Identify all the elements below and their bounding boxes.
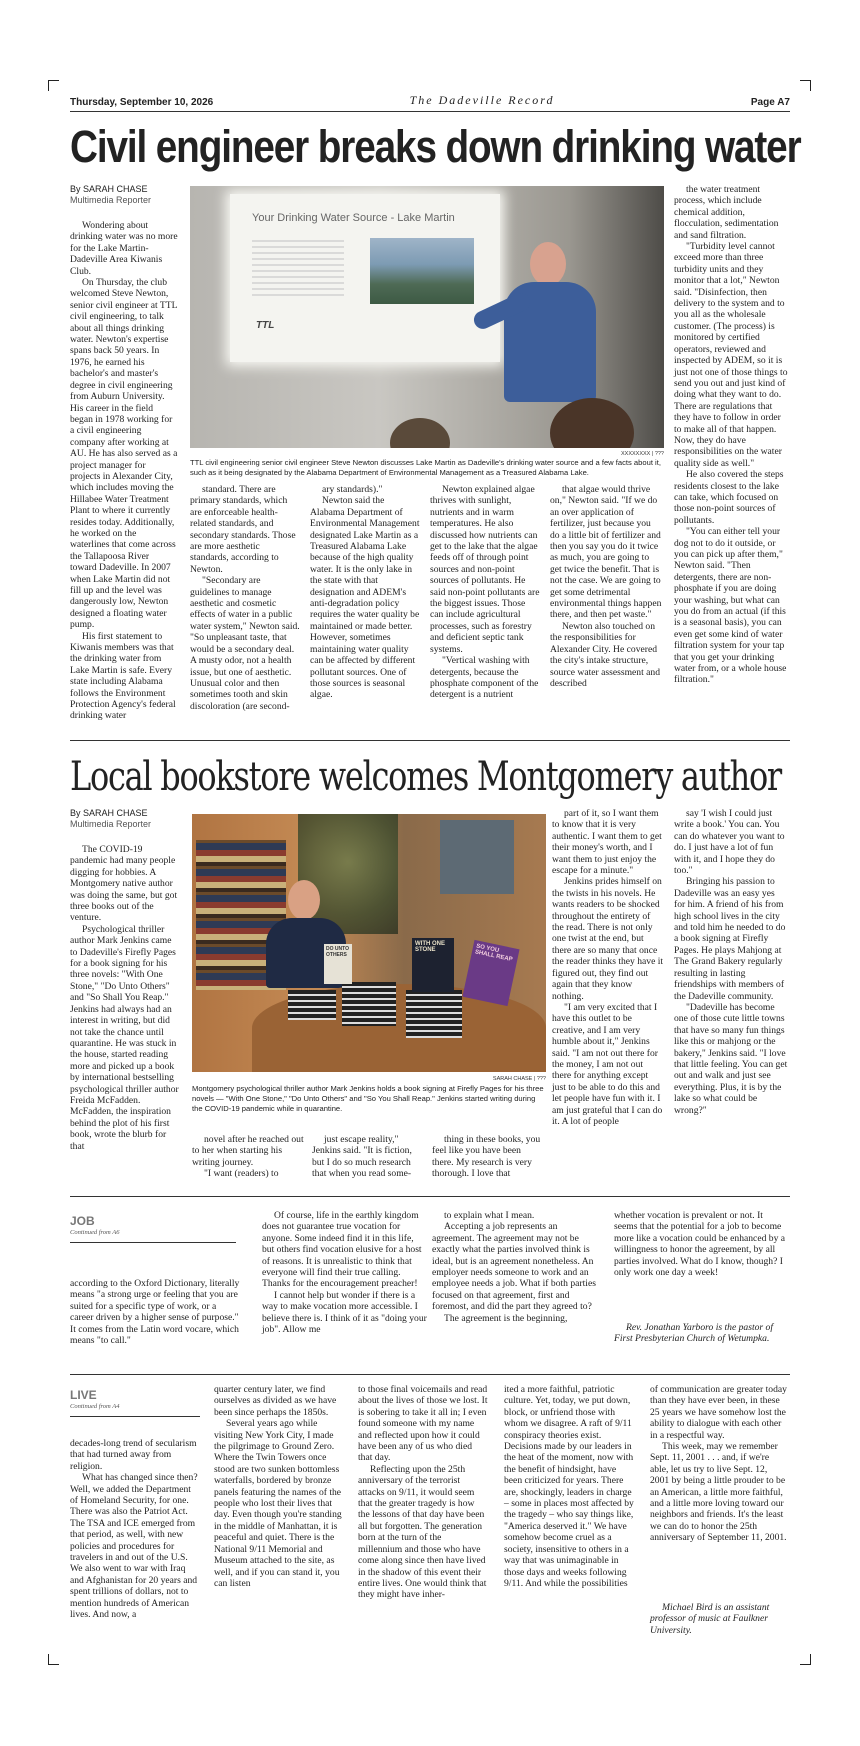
story2-caption: Montgomery psychological thriller author Mark Jenkins holds a book signing at Firefly Pages for his three novels — "With One Stone," "Do Unto Others" and "So You Shall Reap." Jenkins started writing during the COVID-19 pandemic while in quarantine. (192, 1084, 544, 1113)
poster (440, 820, 514, 894)
story2-role: Multimedia Reporter (70, 819, 152, 829)
paragraph: Bringing his passion to Dadeville was an easy yes for him. A friend of his from high school lives in the city and told him he needed to do a book signing at Firefly Pages. He plays Mahjong at The Grand Bakery regularly resulting in lasting friendships with members of the Dadeville community. (674, 876, 786, 1002)
paragraph: part of it, so I want them to know that it is very authentic. I want them to get their money's worth, and I want them to just enjoy the escape for a minute." (552, 808, 662, 877)
paragraph: Newton said the Alabama Department of Environmental Management designated Lake Martin as a Treasured Alabama Lake because of the high quality water. It is the only lake in the state with that designation and ADEM's anti-degradation policy requires the water quality be maintained or made better. However, sometimes maintaining water quality can be affected by different pollutant sources. One of those sources is seasonal algae. (310, 495, 420, 701)
live-tag-rule (70, 1416, 200, 1417)
book-cover (462, 940, 519, 1006)
paragraph: Psychological thriller author Mark Jenkins came to Dadeville's Firefly Pages for a book signing for his three novels: "With One Stone," "Do Unto Others" and "So Shall You Reap." Jenkins had always had an interest in writing, but did not take the chance until quarantine. He was stuck in the house, started reading more and picked up a book by international bestselling psychological thriller author Freida McFadden. McFadden, the inspiration behind the plot of his first book, wrote the blurb for that (70, 923, 179, 1152)
paragraph: Of course, life in the earthly kingdom does not guarantee true vocation for anyone. Some indeed find it in this life, but others find vocation elusive for a host of reasons. It is unrealistic to think that everyone will find their true calling. Thanks for the encouragement preacher! (262, 1210, 422, 1290)
paragraph: standard. There are primary standards, which are enforceable health-related standards, and secondary standards. Those are more aesthetic standards, according to Newton. (190, 484, 296, 575)
story1-role: Multimedia Reporter (70, 195, 152, 205)
newspaper-page (70, 93, 801, 175)
paragraph: novel after he reached out to her when starting his writing journey. (192, 1134, 304, 1168)
section-divider (70, 1196, 790, 1197)
live-col2 (214, 1384, 344, 1589)
job-jump-head (70, 1216, 236, 1243)
section-divider (70, 1374, 790, 1375)
paragraph: whether vocation is prevalent or not. It seems that the potential for a job to become more like a vocation could be enhanced by a willingness to honor the agreement, by all parties involved. What do I know, though? I only work one day a week! (614, 1210, 786, 1279)
job-col4 (614, 1210, 788, 1278)
paper-name: The Dadeville Record (409, 93, 555, 107)
paragraph: Jenkins prides himself on the twists in his novels. He wants readers to be shocked throughout the entirety of the read. There is not only one twist at the end, but there are so many that once the reader thinks they have it figured out, they find out again that they know nothing. (552, 876, 664, 1002)
story2-photo-credit: SARAH CHASE | ??? (492, 1076, 546, 1082)
story2-col6 (674, 808, 788, 1116)
slide-bullets (252, 240, 344, 300)
story1-photo (190, 186, 664, 448)
story2-byline: By SARAH CHASE (70, 808, 148, 818)
story1-col3 (310, 484, 420, 701)
story1-col5 (550, 484, 662, 689)
book-cover (412, 938, 454, 992)
story2-byline-block (70, 808, 180, 830)
paragraph: to those final voicemails and read about the lives of those we lost. It is sobering to take it all in; I even found someone with my name and reflected upon how it could have been any of us who died that day. (358, 1384, 488, 1464)
paragraph: "You can either tell your dog not to do it outside, or you can pick up after them," Newton said. "Then detergents, there are non-phosphate if you are doing your washing, but what can you do from an actual (if this is a seasonal basis), you can even get some kind of water filtration system for your tap that you get your drinking water from, or a whole house filtration." (674, 526, 787, 686)
audience-head (390, 418, 450, 448)
live-jump-head (70, 1390, 202, 1417)
story1-col2 (190, 484, 300, 712)
story2-col1 (70, 844, 180, 1152)
story1-caption: TTL civil engineering senior civil engineer Steve Newton discusses Lake Martin as Dadeville's drinking water source and a few facts about it, such as it being designated by the Alabama Department of Environmental Management as a Treasured Alabama Lake. (190, 458, 661, 477)
paragraph: quarter century later, we find ourselves as divided as we have been since perhaps the 1850s. (214, 1384, 337, 1418)
story2-col4 (432, 1134, 544, 1180)
story1-col6 (674, 184, 788, 686)
paragraph: This week, may we remember Sept. 11, 2001 . . . and, if we're able, let us try to live Sept. 12, 2001 by being a little prouder to be an American, a little more faithful, and a little more loving toward our neighbors and friends. It's the least we can do to honor the 25th anniversary of September 11, 2001. (650, 1441, 787, 1544)
story1-col1 (70, 220, 178, 722)
paragraph: of communication are greater today than they have ever been, in these 25 years we have somehow lost the ability to dialogue with each other in a respectful way. (650, 1384, 787, 1441)
paragraph: ary standards)." (322, 484, 383, 495)
crop-mark (800, 80, 811, 91)
live-continued: Continued from A4 (70, 1403, 120, 1411)
live-signoff: Michael Bird is an assistant professor of music at Faulkner University. (650, 1602, 770, 1636)
live-tag: LIVE (70, 1388, 97, 1402)
paragraph: thing in these books, you feel like you have been there. My research is very thorough. I love that (432, 1134, 541, 1180)
job-tag-rule (70, 1242, 236, 1243)
paragraph: "Dadeville has become one of those cute little towns that have so many fun things like this or mahjong or the bakery," Jenkins said. "I love that little feeling. You can get out and walk and just see everything. Plus, it is by the lake so what could be wrong?" (674, 1001, 788, 1116)
paragraph: Several years ago while visiting New York City, I made the pilgrimage to Ground Zero. Where the Twin Towers once stood are two sunken bottomless waterfalls, bordered by bronze panels featuring the names of the people who lost their lives that day. Even though you're standing in the middle of Manhattan, it is peaceful and quiet. There is the National 9/11 Memorial and Museum attached to the site, as well, and if you can stand it, you can listen (214, 1418, 342, 1589)
paragraph: Newton explained algae thrives with sunlight, nutrients and in warm temperatures. He also discussed how nutrients can get to the lake that the algae feeds off of through point sources and non-point sources of pollutants. He said non-point pollutants are the biggest issues. Those can include agricultural processes, such as forestry and deficient septic tank systems. (430, 484, 540, 655)
job-tag: JOB (70, 1214, 95, 1228)
book-stack (288, 990, 336, 1020)
paragraph: Wondering about drinking water was no more for the Lake Martin-Dadeville Area Kiwanis Club. (70, 220, 178, 277)
crop-mark (800, 1654, 811, 1665)
paragraph: according to the Oxford Dictionary, literally means "a strong urge or feeling that you are suited for a specific type of work, or a career driven by a higher sense of purpose." It comes from the Latin word vocare, which means "to call." (70, 1278, 240, 1347)
paragraph: that algae would thrive on," Newton said. "If we do an over application of fertilizer, just because you do a little bit of fertilizer and then you say you do it twice as much, you are going to get twice the benefit. That is not the case. We are going to get some detrimental environmental things happen there, and then pet waste." (550, 484, 662, 621)
job-col1 (70, 1278, 242, 1346)
issue-date: Thursday, September 10, 2026 (70, 97, 214, 108)
paragraph: "Vertical washing with detergents, because the phosphate component of the detergent is a nutrient (430, 655, 539, 701)
story1-col4 (430, 484, 540, 701)
live-col3 (358, 1384, 488, 1601)
story1-byline-block (70, 184, 180, 206)
book-cover (324, 944, 352, 984)
paragraph: "I am very excited that I have this outlet to be creative, and I am very humble about it," Jenkins said. "I am not out there for the money, I am not out there for anything except just to be able to do this and let people have fun with it. I am just grateful that I can do it. A lot of people (552, 1001, 663, 1127)
paragraph: the water treatment process, which include chemical addition, flocculation, sedimentation and sand filtration. (674, 184, 779, 241)
paragraph: just escape reality," Jenkins said. "It is fiction, but I do so much research that when you read some- (312, 1134, 412, 1180)
story2-col5 (552, 808, 664, 1127)
story2-col3 (312, 1134, 424, 1180)
paragraph: decades-long trend of secularism that had turned away from religion. (70, 1438, 197, 1472)
page-header (70, 94, 790, 112)
slide-logo: TTL (256, 320, 275, 331)
paragraph: "Secondary are guidelines to manage aesthetic and cosmetic effects of water in a public water system," Newton said. "So unpleasant taste, that would be a secondary deal. A musty odor, not a health issue, but one of aesthetic. Unusual color and then sometimes tooth and skin discoloration (are second- (190, 575, 300, 712)
live-col5 (650, 1384, 788, 1544)
crop-mark (48, 80, 59, 91)
paragraph: On Thursday, the club welcomed Steve Newton, senior civil engineer at TTL civil engineering, to talk about all things drinking water. Newton's expertise spans back 50 years. In 1976, he earned his bachelor's and master's degree in civil engineering from Auburn University. His career in the field began in 1978 working for a civil engineering company after working at AU. He has also served as a project manager for projects in Alexander City, which includes moving the Hillabee Water Treatment Plant to where it currently resides today. Additionally, he worked on the waterlines that come across the Tallapoosa River toward Dadeville. In 2007 when Lake Martin did not fill up and the level was dangerously low, Newton designed a floating water pump. (70, 277, 178, 631)
live-col4 (504, 1384, 636, 1589)
paragraph: The COVID-19 pandemic had many people digging for hobbies. A Montgomery native author was doing the same, but got three books out of the venture. (70, 844, 178, 924)
paragraph: What has changed since then? Well, we added the Department of Homeland Security, for one. There was also the Patriot Act. The TSA and ICE emerged from that period, as well, with new policies and procedures for travelers in and out of the U.S. We also went to war with Iraq and Afghanistan for 20 years and spent trillions of dollars, not to mention hundreds of American lives. And now, a (70, 1472, 198, 1621)
job-col3 (432, 1210, 600, 1324)
paragraph: ited a more faithful, patriotic culture. Yet, today, we put down, block, or unfriend those with whom we disagree. A raft of 9/11 conspiracy theories exist. Decisions made by our leaders in the heat of the moment, now with the benefit of hindsight, have been criticized for years. There are, shockingly, leaders in charge – some in places most affected by the tragedy – who say things like, "America deserved it." We have somehow become cruel as a society, insensitive to others in a way that was unimaginable in those days and weeks following 9/11. And while the possibilities (504, 1384, 634, 1589)
slide-lake-image (370, 238, 474, 304)
author-head (288, 880, 320, 920)
paragraph: Newton also touched on the responsibilities for Alexander City. He covered the city's intake structure, source water assessment and described (550, 620, 661, 689)
paragraph: I cannot help but wonder if there is a way to make vocation more accessible. I believe there is. I think of it as "doing your job". Allow me (262, 1289, 427, 1336)
projector-screen (230, 194, 500, 362)
book-title: DO UNTO OTHERS (326, 946, 349, 958)
crop-mark (48, 1654, 59, 1665)
paragraph: "I want (readers) to (204, 1168, 279, 1180)
paragraph: say 'I wish I could just write a book.' You can. You can do whatever you want to do. I just have a lot of fun with it, and I hope they do too." (674, 808, 785, 877)
job-signoff: Rev. Jonathan Yarboro is the pastor of First Presbyterian Church of Wetumpka. (614, 1322, 774, 1345)
story1-headline: Civil engineer breaks down drinking water (70, 121, 801, 172)
paragraph: to explain what I mean. (444, 1210, 535, 1221)
book-title: WITH ONE STONE (415, 941, 445, 953)
paragraph: Accepting a job represents an agreement. The agreement may not be exactly what the parties involved think is ideal, but is an agreement nonetheless. An employer needs someone to work and an employee needs a job. What if both parties focused on that agreement, first and foremost, and did the part they agreed to? (432, 1221, 596, 1313)
paragraph: His first statement to Kiwanis members was that the drinking water from Lake Martin is safe. Every state including Alabama follows the Environment Protection Agency's federal drinking water (70, 630, 176, 722)
book-title: SO YOU SHALL REAP (474, 943, 513, 964)
story2-photo (192, 814, 546, 1072)
job-continued: Continued from A6 (70, 1229, 120, 1237)
book-stack (342, 982, 396, 1026)
story1-byline: By SARAH CHASE (70, 184, 148, 194)
story1-photo-credit: XXXXXXXX | ??? (620, 451, 664, 457)
section-divider (70, 740, 790, 741)
slide-title: Your Drinking Water Source - Lake Martin (252, 212, 455, 224)
paragraph: The agreement is the beginning, (444, 1312, 568, 1324)
live-col1 (70, 1438, 200, 1621)
paragraph: He also covered the steps residents closest to the lake can take, which focused on those non-point sources of pollutants. (674, 469, 784, 526)
page-number: Page A7 (750, 97, 790, 108)
story2-col2 (192, 1134, 304, 1180)
paragraph: "Turbidity level cannot exceed more than three turbidity units and they monitor that a lot," Newton said. "Disinfection, then delivery to the system and to you all as the wholesale customer. (The process) is monitored by certified operators, reviewed and inspected by ADEM, so it is just not one of those things to send you out and just kind of doing what they want to do. There are regulations that they have to follow in order to make all of that happen. Now, they do have responsibilities on the water quality side as well." (674, 241, 788, 469)
presenter-head (530, 242, 566, 286)
job-col2 (262, 1210, 428, 1335)
story2-headline: Local bookstore welcomes Montgomery author (70, 754, 781, 800)
paragraph: Reflecting upon the 25th anniversary of the terrorist attacks on 9/11, it would seem that the greater tragedy is how the lessons of that day have been all but forgotten. The generation born at the turn of the millennium and those who have come along since then have lived in the shadow of this event their entire lives. One would think that they might have inher- (358, 1463, 487, 1601)
book-stack (406, 990, 462, 1038)
